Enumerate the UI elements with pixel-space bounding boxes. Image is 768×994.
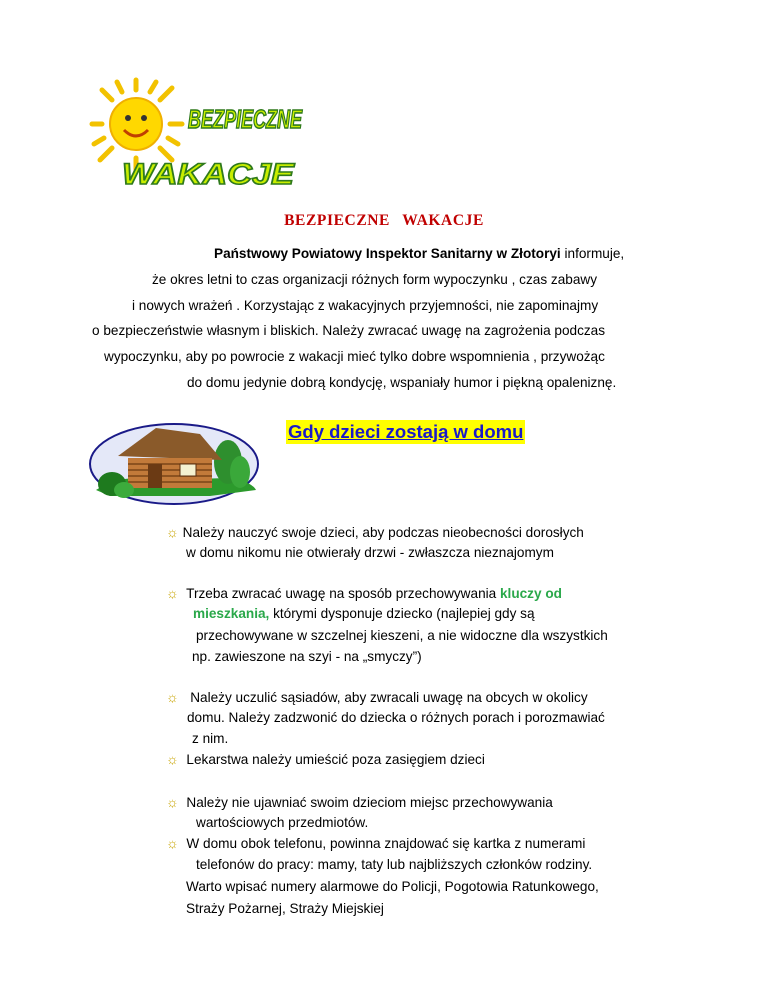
logo-bottom-word: WAKACJE [122,158,296,191]
cabin-illustration [90,418,260,504]
intro-line-2: że okres letni to czas organizacji różnych form wypoczynku , czas zabawy [152,272,597,287]
tip-4-line-1: ☼ Lekarstwa należy umieścić poza zasięgiem dzieci [166,751,485,767]
tip-2-line-2: mieszkania, którymi dysponuje dziecko (najlepiej gdy są [193,606,535,621]
tip-6-line-2: telefonów do pracy: mamy, taty lub najbliższych członków rodziny. [196,857,593,872]
section-heading: Gdy dzieci zostają w domu [288,421,524,442]
sun-bullet-icon: ☼ [166,794,179,810]
tip-2-line-1: ☼ Trzeba zwracać uwagę na sposób przechowywania kluczy od [166,585,562,601]
issuer-name: Państwowy Powiatowy Inspektor Sanitarny w Złotoryi [214,246,561,261]
intro-line-1: Państwowy Powiatowy Inspektor Sanitarny w Złotoryi informuje, [214,246,625,261]
sun-bullet-icon: ☼ [166,524,179,540]
intro-line-6: do domu jedynie dobrą kondycję, wspaniały humor i piękną opaleniznę. [187,375,617,390]
tip-5-line-1: ☼ Należy nie ujawniać swoim dzieciom miejsc przechowywania [166,794,553,810]
tip-2-line-4: np. zawieszone na szyi - na „smyczy”) [192,649,422,664]
sun-bullet-icon: ☼ [166,585,179,601]
intro-line-3: i nowych wrażeń . Korzystając z wakacyjnych przyjemności, nie zapominajmy [132,298,599,313]
intro-line-5: wypoczynku, aby po powrocie z wakacji mieć tylko dobre wspomnienia , przywożąc [104,349,605,364]
sun-bullet-icon: ☼ [166,751,179,767]
tip-1-line-1: ☼ Należy nauczyć swoje dzieci, aby podczas nieobecności dorosłych [166,524,584,540]
sun-bullet-icon: ☼ [166,689,179,705]
page-title: BEZPIECZNE WAKACJE [284,212,484,229]
tip-3-line-2: domu. Należy zadzwonić do dziecka o różnych porach i porozmawiać [187,710,605,725]
intro-line-4: o bezpieczeństwie własnym i bliskich. Należy zwracać uwagę na zagrożenia podczas [92,323,606,338]
tip-1-line-2: w domu nikomu nie otwierały drzwi - zwłaszcza nieznajomym [186,545,554,560]
tip-3-line-1: ☼ Należy uczulić sąsiadów, aby zwracali uwagę na obcych w okolicy [166,689,588,705]
keys-highlight: kluczy od [499,586,562,601]
tip-2-line-3: przechowywane w szczelnej kieszeni, a nie widoczne dla wszystkich [196,628,608,643]
sun-bullet-icon: ☼ [166,835,179,851]
tip-6-line-1: ☼ W domu obok telefonu, powinna znajdować się kartka z numerami [166,835,586,851]
tip-6-line-3: Warto wpisać numery alarmowe do Policji, Pogotowia Ratunkowego, [186,879,599,894]
logo-top-word: BEZPIECZNE [188,104,303,134]
tip-6-line-4: Straży Pożarnej, Straży Miejskiej [186,901,384,916]
tip-5-line-2: wartościowych przedmiotów. [196,815,369,830]
apartment-highlight: mieszkania, [193,606,270,621]
bezpieczne-wakacje-logo [92,80,304,190]
tip-3-line-3: z nim. [192,731,229,746]
